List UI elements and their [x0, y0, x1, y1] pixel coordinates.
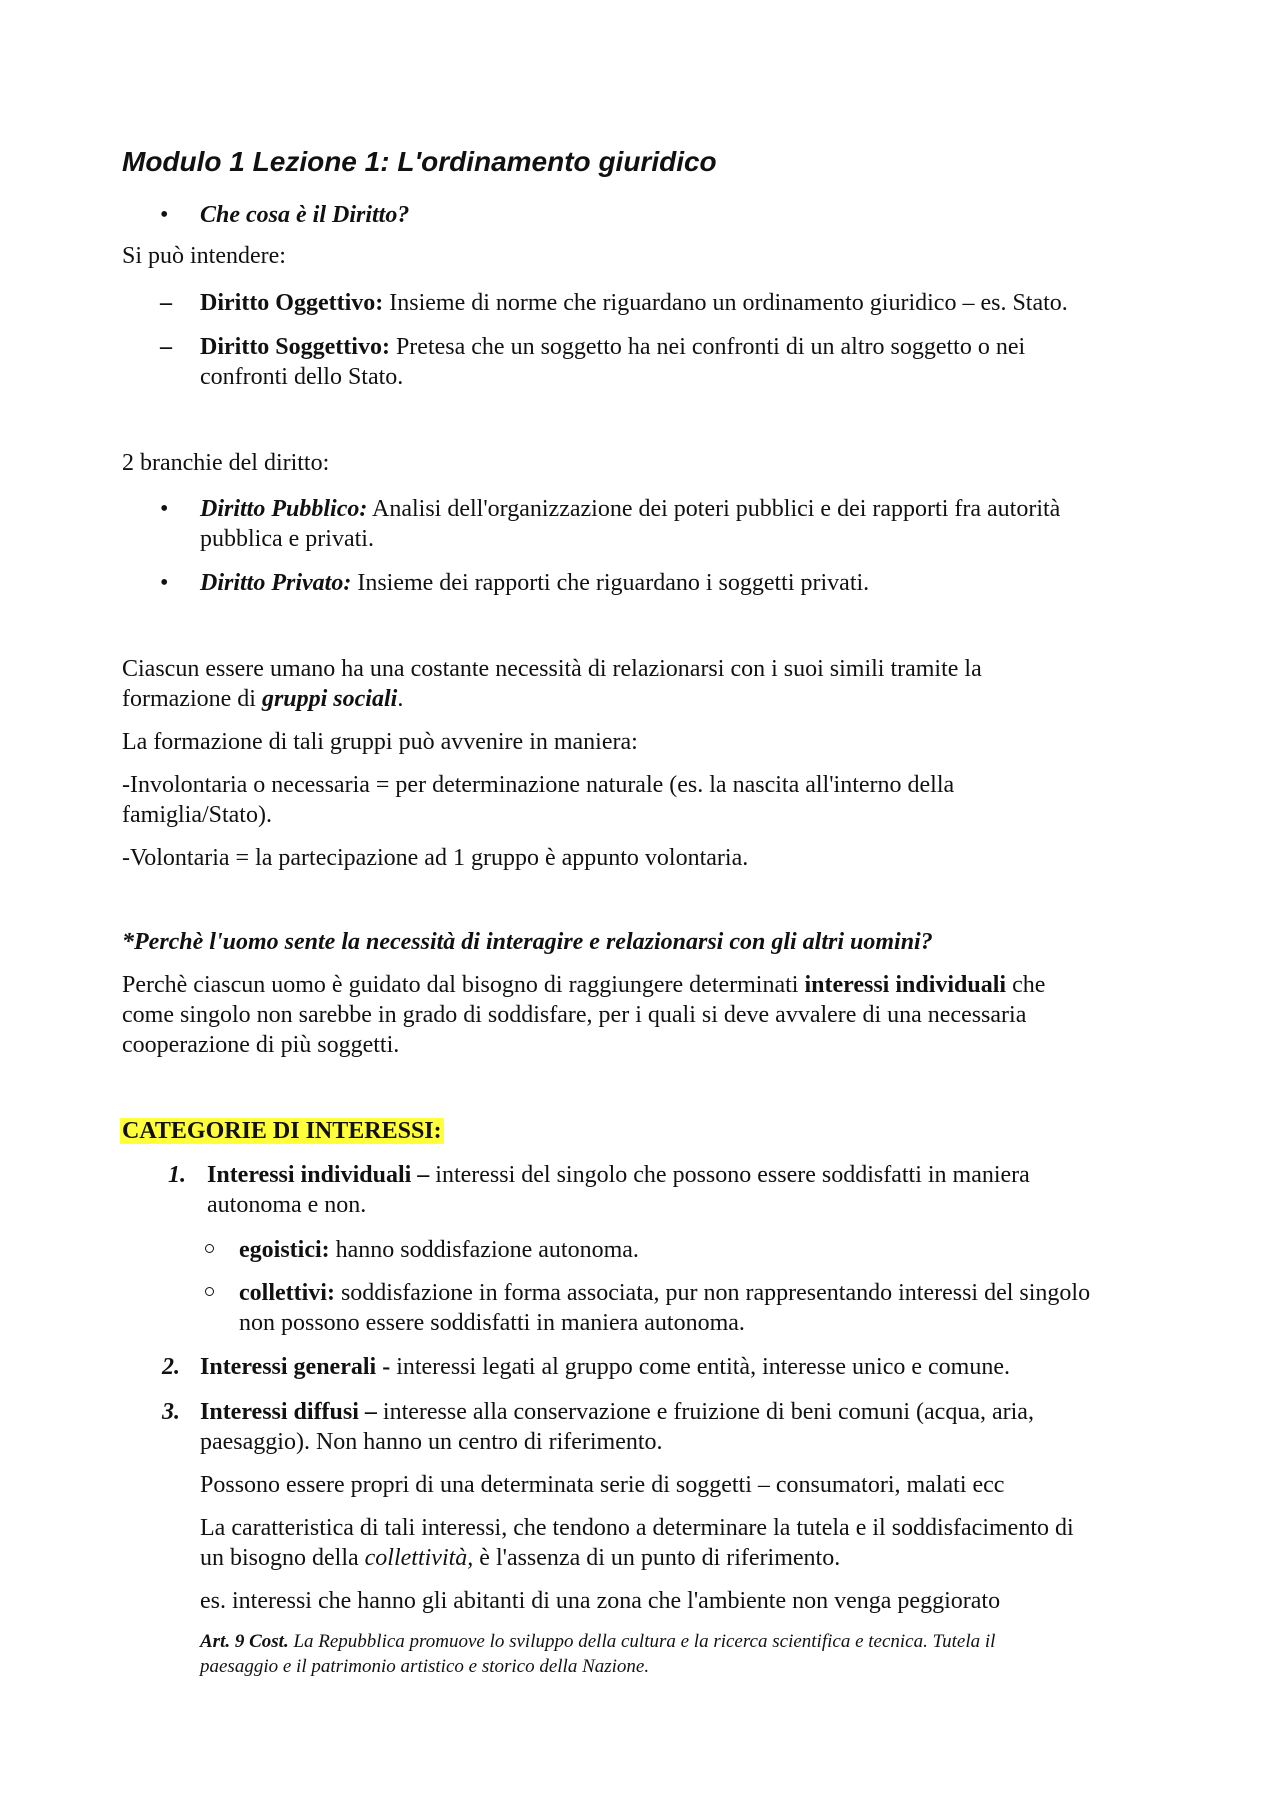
- paragraph: Ciascun essere umano ha una costante necessità di relazionarsi con i suoi simili tramite la: [122, 656, 982, 682]
- page-title: Modulo 1 Lezione 1: L'ordinamento giuridico: [122, 146, 717, 177]
- intro-text: Si può intendere:: [122, 243, 286, 269]
- def-item-cont: confronti dello Stato.: [200, 364, 404, 390]
- bullet-icon: •: [160, 570, 169, 596]
- paragraph: Possono essere propri di una determinata serie di soggetti – consumatori, malati ecc: [200, 1472, 1005, 1498]
- paragraph: es. interessi che hanno gli abitanti di una zona che l'ambiente non venga peggiorato: [200, 1588, 1001, 1614]
- bullet-icon: •: [160, 202, 169, 228]
- question-heading: *Perchè l'uomo sente la necessità di interagire e relazionarsi con gli altri uomini?: [122, 929, 933, 955]
- def-item: Diritto Soggettivo: Pretesa che un soggetto ha nei confronti di un altro soggetto o nei: [200, 334, 1026, 360]
- paragraph: cooperazione di più soggetti.: [122, 1032, 400, 1058]
- category-item-cont: paesaggio). Non hanno un centro di riferimento.: [200, 1429, 663, 1455]
- category-item: Interessi diffusi – interesse alla conservazione e fruizione di beni comuni (acqua, aria,: [200, 1399, 1034, 1425]
- category-item: Interessi generali - interessi legati al gruppo come entità, interesse unico e comune.: [200, 1354, 1010, 1380]
- paragraph: La caratteristica di tali interessi, che tendono a determinare la tutela e il soddisfacimento di: [200, 1515, 1074, 1541]
- paragraph: La formazione di tali gruppi può avvenire in maniera:: [122, 729, 638, 755]
- sub-item: egoistici: hanno soddisfazione autonoma.: [239, 1237, 639, 1263]
- sub-item: collettivi: soddisfazione in forma associata, pur non rappresentando interessi del singolo: [239, 1280, 1091, 1306]
- circle-bullet-icon: [203, 1278, 217, 1292]
- article-quote: Art. 9 Cost. La Repubblica promuove lo sviluppo della cultura e la ricerca scientifica e tecnica. Tutela il: [200, 1631, 996, 1652]
- dash-icon: –: [160, 334, 172, 360]
- branch-item-cont: pubblica e privati.: [200, 526, 374, 552]
- paragraph: Perchè ciascun uomo è guidato dal bisogno di raggiungere determinati interessi individuali che: [122, 972, 1046, 998]
- branch-item: Diritto Privato: Insieme dei rapporti che riguardano i soggetti privati.: [200, 570, 870, 596]
- section-heading: CATEGORIE DI INTERESSI:: [122, 1118, 442, 1144]
- paragraph: formazione di gruppi sociali.: [122, 686, 404, 712]
- branches-intro: 2 branchie del diritto:: [122, 450, 330, 476]
- dash-icon: –: [160, 290, 172, 316]
- paragraph: un bisogno della collettività, è l'assenza di un punto di riferimento.: [200, 1545, 841, 1571]
- list-number: 1.: [168, 1162, 186, 1188]
- bullet-icon: •: [160, 496, 169, 522]
- article-quote-cont: paesaggio e il patrimonio artistico e storico della Nazione.: [200, 1656, 650, 1677]
- paragraph: -Involontaria o necessaria = per determinazione naturale (es. la nascita all'interno della: [122, 772, 955, 798]
- category-item: Interessi individuali – interessi del singolo che possono essere soddisfatti in maniera: [207, 1162, 1030, 1188]
- list-number: 3.: [162, 1399, 180, 1425]
- sub-item-cont: non possono essere soddisfatti in maniera autonoma.: [239, 1310, 745, 1336]
- category-item-cont: autonoma e non.: [207, 1192, 367, 1218]
- paragraph: come singolo non sarebbe in grado di soddisfare, per i quali si deve avvalere di una necessaria: [122, 1002, 1027, 1028]
- list-number: 2.: [162, 1354, 180, 1380]
- def-item: Diritto Oggettivo: Insieme di norme che riguardano un ordinamento giuridico – es. Stato.: [200, 290, 1068, 316]
- question-heading: Che cosa è il Diritto?: [200, 202, 410, 228]
- paragraph: -Volontaria = la partecipazione ad 1 gruppo è appunto volontaria.: [122, 845, 749, 871]
- paragraph: famiglia/Stato).: [122, 802, 272, 828]
- branch-item: Diritto Pubblico: Analisi dell'organizzazione dei poteri pubblici e dei rapporti fra autorità: [200, 496, 1061, 522]
- circle-bullet-icon: [203, 1235, 217, 1249]
